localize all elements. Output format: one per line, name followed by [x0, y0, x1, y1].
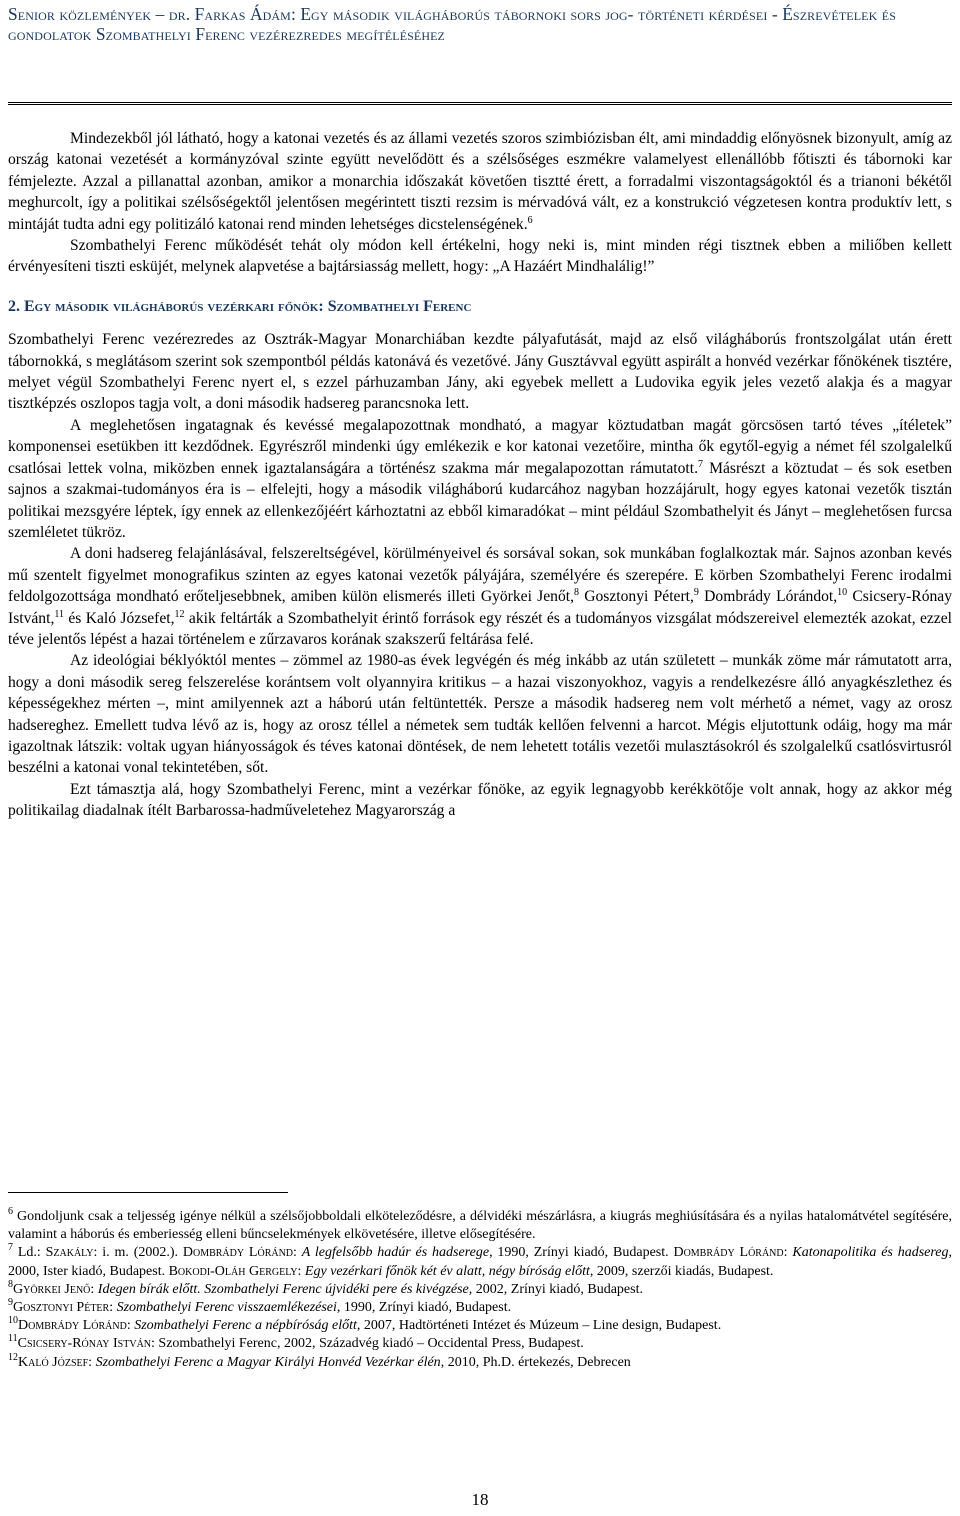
body-text	[8, 128, 952, 822]
page-number: 18	[471, 1490, 489, 1509]
work-title: Idegen bírák előtt. Szombathelyi Ferenc újvidéki pere és kivégzése	[97, 1281, 469, 1297]
author-name: Csicsery-Rónay István	[17, 1336, 152, 1352]
footnote-separator	[8, 1192, 288, 1193]
running-header: Senior közlemények – dr. Farkas Ádám: Egy második világháborús tábornoki sors jog- történeti kérdései - Észrevételek és gondolatok Szombathelyi Ferenc vezérezredes megítéléséhez	[8, 4, 896, 44]
work-title: Katonapolitika és hadsereg	[792, 1245, 949, 1261]
footnote-11	[8, 1335, 952, 1353]
paragraph-2: Szombathelyi Ferenc működését tehát oly módon kell értékelni, hogy neki is, mint minden régi tisztnek ebben a miliőben kellett érvényesíteni tiszti esküjét, melynek alapvetése a bajtársiasság mellett, hogy: „A Hazáért Mindhalálig!”	[8, 237, 952, 276]
author-name: Dombrády Lóránd	[18, 1318, 127, 1334]
footnote-6	[8, 1208, 952, 1244]
paragraph-4	[8, 415, 952, 543]
author-name: Szakály	[45, 1245, 94, 1261]
work-title: Szombathelyi Ferenc a népbíróság előtt	[134, 1318, 357, 1334]
footnote-7	[8, 1244, 952, 1280]
footnote-number: 8	[8, 1278, 13, 1290]
paragraph-5-text-a: A doni hadsereg felajánlásával, felszereltségével, körülményeivel és sorsával sokan, sok munkában foglalkoztak már. Sajnos azonban kevés mű szentelt figyelmet monografikus szinten az egyes katonai vezetők pályájára, személyére és szerepére. E körben Szombathelyi Ferenc irodalmi feldolgozottsága mondható erőteljesebbnek, amiben külön elismerés illeti Györkei Jenőt,	[8, 545, 952, 606]
footnote-ref-9[interactable]: 9	[693, 587, 699, 599]
author-name: Dombrády Lóránd	[673, 1245, 784, 1261]
work-title: A legfelsőbb hadúr és hadserege	[301, 1245, 490, 1261]
paragraph-3: Szombathelyi Ferenc vezérezredes az Osztrák-Magyar Monarchiában kezdte pályafutását, majd az első világháborús frontszolgálat után érett tábornokká, s meglátásom szerint sok szempontból példás katonává és vezetővé. Jány Gusztávval együtt aspirált a honvéd vezérkar főnökének tisztére, melyet végül Szombathelyi Ferenc nyert el, s ezzel párhuzamban Jány, aki egyebek mellett a Ludovika egyik jeles vezető alakja és a magyar tisztképzés oszlopos tagja volt, a doni második hadsereg parancsnoka lett.	[8, 331, 952, 413]
footnote-6-text: Gondoljunk csak a teljesség igénye nélkül a szélsőjobboldali elköteleződésre, a délvidéki mészárlásra, a kiugrás meghiúsítására és a nyilas hatalomátvétel segítésére, valamint a háborús és emberiesség elleni bűncselekmények elkövetésére, illetve elősegítésére.	[8, 1209, 952, 1243]
footnote-9-text: :	[109, 1300, 117, 1316]
paragraph-6: Az ideológiai béklyóktól mentes – zömmel az 1980-as évek legvégén és még inkább az után született – munkák zöme már rámutatott arra, hogy a doni második sereg felszerelése korántsem volt olyannyira kritikus – a hazai viszonyokhoz, vagyis a rendelkezésre álló anyagkészlethez és képességekhez mérten –, mint amilyennek azt a háború után feltüntették. Persze a második hadsereg nem volt mérhető a német, vagy az orosz hadsereghez. Emellett tudva lévő az is, hogy az orosz téllel a németek sem tudták kellően felvenni a harcot. Mégis eljutottunk odáig, hogy ma már igazoltnak látszik: voltak ugyan hiányosságok és téves katonai döntések, de nem lehetett totális vezetői mulasztásokról és szolgalelkű csatlósvirtusról beszélni a katonai vonal tekintetében, sőt.	[8, 652, 952, 777]
header-rule	[8, 102, 952, 105]
paragraph-5	[8, 543, 952, 650]
footnote-number: 9	[8, 1297, 13, 1309]
author-name: Gosztonyi Péter	[13, 1300, 110, 1316]
author-name: Dombrády Lóránd	[182, 1245, 294, 1261]
work-title: Szombathelyi Ferenc visszaemlékezései	[116, 1300, 337, 1316]
paragraph-5-text-c: Dombrády Lórándot,	[698, 588, 838, 606]
footnote-number: 11	[8, 1333, 18, 1345]
paragraph-4-text-b: Másrészt a köztudat – és sok esetben sajnos a szakmai-tudományos éra is – elfelejti, hogy a második világháború kudarcához nagyban hozzájárult, hogy egyes katonai vezetők tisztán politikai mezsgyére léptek, így ennek az ellenkezőjéért kárhoztatni az ebből kimaradókat – mint például Szombathelyit és Jányt – meglehetősen furcsa szemléletet tükröz.	[8, 459, 952, 541]
footnote-8-text: :	[90, 1281, 98, 1297]
footnote-number: 7	[8, 1242, 13, 1254]
footnote-12	[8, 1351, 952, 1372]
section-heading: 2. Egy második világháborús vezérkari főnök: Szombathelyi Ferenc	[8, 297, 472, 315]
footnote-7-text: : i. m. (2002.).	[93, 1245, 183, 1261]
footnote-ref-8[interactable]: 8	[574, 587, 579, 599]
author-name: Kaló József	[18, 1354, 89, 1370]
paragraph-1	[8, 128, 952, 235]
footnote-7-text: , 1990, Zrínyi kiadó, Budapest.	[489, 1245, 674, 1261]
footnote-ref-7[interactable]: 7	[698, 458, 703, 470]
paragraph-7: Ezt támasztja alá, hogy Szombathelyi Ferenc, mint a vezérkar főnöke, az egyik legnagyobb kerékkötője volt annak, hogy az akkor még politikailag diadalnak ítélt Barbarossa-hadműveletehez Magyarország a	[8, 780, 952, 820]
footnote-7-text: , 2009, szerzői kiadás, Budapest.	[589, 1263, 774, 1279]
footnote-11-text: : Szombathelyi Ferenc, 2002, Századvég kiadó – Occidental Press, Budapest.	[151, 1336, 584, 1352]
footnote-10	[8, 1317, 952, 1335]
paragraph-5-text-f: akik feltárták a Szombathelyit érintő források egy részét és a tudományos vizsgálat módszereivel elemezték azokat, ezzel téve jelentős lépést a hazai történelem e zűrzavaros korának szakszerű feltárása felé.	[8, 609, 952, 648]
work-title: Egy vezérkari főnök két év alatt, négy bíróság előtt	[304, 1263, 590, 1279]
paragraph-1-text: Mindezekből jól látható, hogy a katonai vezetés és az állami vezetés szoros szimbiózisban élt, ami mindaddig előnyösnek bizonyult, amíg az ország katonai vezetését a kormányzóval szinte együtt nevelődött és a szélsőséges eszmékre valamelyest ellenállóbb főtiszti és tábornoki kar fémjelezte. Azzal a pillanattal azonban, amikor a monarchia időszakát követően tisztté érett, a forradalmi viszontagságoktól és a trianoni békétől meghurcolt, így a politikai szélsőségektől jelentősen megérintett tiszti rezsim is mérvadóvá vált, ez a konstrukció végzetesen kontra produktív lett, s mintáját tudta adni egy politizáló katonai rend minden lehetséges dicstelenségének.	[8, 130, 952, 233]
footnote-ref-12[interactable]: 12	[174, 608, 185, 620]
footnote-9-text: , 1990, Zrínyi kiadó, Budapest.	[336, 1300, 512, 1316]
footnote-number: 10	[8, 1315, 18, 1327]
footnote-10-text: :	[126, 1318, 135, 1334]
footnote-8-text: , 2002, Zrínyi kiadó, Budapest.	[468, 1281, 643, 1297]
footnote-ref-6[interactable]: 6	[527, 214, 533, 226]
footnote-ref-10[interactable]: 10	[837, 587, 848, 599]
footnote-7-text: Ld.:	[13, 1245, 46, 1261]
paragraph-5-text-e: és Kaló Józsefet,	[63, 609, 175, 627]
work-title: Szombathelyi Ferenc a Magyar Királyi Honvéd Vezérkar élén	[95, 1354, 441, 1370]
footnote-9	[8, 1299, 952, 1317]
footnote-ref-11[interactable]: 11	[54, 608, 64, 620]
footnote-number: 6	[8, 1206, 13, 1217]
footnote-7-text: :	[297, 1263, 305, 1279]
footnote-12-text: , 2010, Ph.D. értekezés, Debrecen	[440, 1354, 631, 1370]
footnote-7-text: :	[293, 1245, 302, 1261]
footnotes	[8, 1208, 952, 1372]
footnote-12-text: :	[88, 1354, 96, 1370]
paragraph-5-text-d: Csicsery-Rónay Istvánt,	[8, 588, 953, 627]
paragraph-4-text-a: A meglehetősen ingatagnak és kevéssé megalapozottnak mondható, a magyar köztudatban magát görcsösen tartó téves „ítéletek” komponensei esetükben itt kezdődnek. Egyrészről mindenki úgy emlékezik e kor katonai vezetőire, mintha ők egytől-egyig a német fél szolgalelkű csatlósai lettek volna, miközben ennek igaztalanságára a történész szakma már megalapozottan rámutatott.	[8, 416, 952, 477]
footnote-7-text: , 2000, Ister kiadó, Budapest.	[8, 1245, 952, 1279]
author-name: Györkei Jenő	[13, 1281, 91, 1297]
footnote-number: 12	[8, 1351, 18, 1363]
footnote-7-text: :	[783, 1245, 793, 1261]
footnote-8	[8, 1278, 952, 1299]
footnote-10-text: , 2007, Hadtörténeti Intézet és Múzeum – Line design, Budapest.	[356, 1318, 722, 1334]
author-name: Bokodi-Oláh Gergely	[168, 1263, 298, 1279]
paragraph-5-text-b: Gosztonyi Pétert,	[579, 588, 694, 606]
